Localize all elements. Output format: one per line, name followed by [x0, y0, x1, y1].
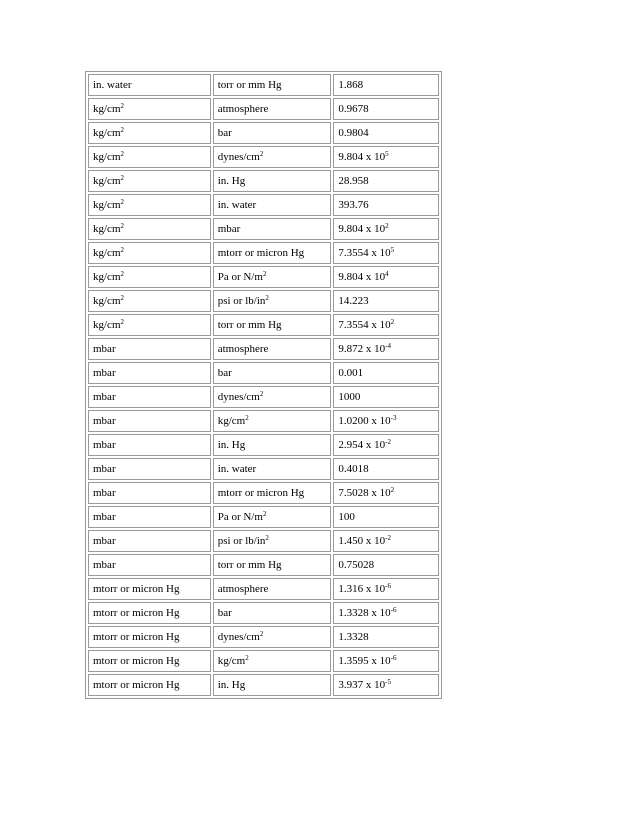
value-text: 1.3328 [338, 631, 369, 643]
from-text: mbar [93, 439, 116, 451]
value-text: 1.3328 x 10 [338, 607, 391, 619]
from-unit-cell [88, 218, 211, 240]
to-unit-cell [213, 434, 332, 456]
value-text: 0.001 [338, 367, 364, 379]
value-text: 1.868 [338, 79, 364, 91]
to-unit-cell [213, 674, 332, 696]
from-text: mbar [93, 463, 116, 475]
to-superscript: 2 [259, 630, 264, 638]
to-unit-cell [213, 98, 332, 120]
value-superscript: 2 [385, 222, 389, 230]
from-text: in. water [93, 79, 132, 91]
conversion-table-body [88, 74, 439, 696]
from-unit-cell [88, 362, 211, 384]
from-text: mbar [93, 511, 116, 523]
from-text: kg/cm [93, 271, 121, 283]
to-text: mbar [217, 223, 241, 235]
from-unit-cell [88, 602, 211, 624]
factor-cell [333, 626, 439, 648]
from-unit-cell [88, 98, 211, 120]
value-superscript: -6 [390, 606, 397, 614]
to-text: in. Hg [217, 439, 246, 451]
from-unit-cell [88, 122, 211, 144]
to-unit-cell [213, 338, 332, 360]
to-unit-cell [213, 290, 332, 312]
to-text: dynes/cm [217, 391, 260, 403]
value-text: 9.804 x 10 [338, 223, 386, 235]
factor-cell [333, 146, 439, 168]
factor-cell [333, 194, 439, 216]
from-text: kg/cm [93, 199, 121, 211]
from-text: mbar [93, 559, 116, 571]
from-text: mtorr or micron Hg [93, 655, 180, 667]
value-superscript: 2 [390, 486, 395, 494]
to-unit-cell [213, 146, 332, 168]
from-superscript: 2 [120, 198, 124, 206]
table-row [88, 602, 439, 624]
to-unit-cell [213, 242, 332, 264]
table-row [88, 194, 439, 216]
table-row [88, 98, 439, 120]
factor-cell [333, 266, 439, 288]
to-unit-cell [213, 530, 332, 552]
to-text: in. Hg [217, 679, 246, 691]
from-text: mbar [93, 391, 116, 403]
to-unit-cell [213, 170, 332, 192]
to-text: psi or lb/in [217, 535, 266, 547]
factor-cell [333, 122, 439, 144]
value-text: 1.316 x 10 [338, 583, 386, 595]
from-unit-cell [88, 482, 211, 504]
table-row [88, 650, 439, 672]
to-text: torr or mm Hg [217, 79, 282, 91]
from-text: mbar [93, 415, 116, 427]
value-text: 7.5028 x 10 [338, 487, 391, 499]
to-text: Pa or N/m [217, 511, 263, 523]
from-text: kg/cm [93, 103, 121, 115]
factor-cell [333, 314, 439, 336]
factor-cell [333, 458, 439, 480]
to-unit-cell [213, 602, 332, 624]
to-text: Pa or N/m [217, 271, 263, 283]
to-text: torr or mm Hg [217, 319, 282, 331]
table-row [88, 146, 439, 168]
to-unit-cell [213, 578, 332, 600]
value-text: 14.223 [338, 295, 369, 307]
to-superscript: 2 [265, 534, 269, 542]
from-unit-cell [88, 266, 211, 288]
from-superscript: 2 [120, 318, 124, 326]
table-row [88, 314, 439, 336]
from-unit-cell [88, 194, 211, 216]
table-row [88, 122, 439, 144]
from-text: kg/cm [93, 295, 121, 307]
value-text: 28.958 [338, 175, 369, 187]
from-superscript: 2 [120, 150, 124, 158]
to-unit-cell [213, 386, 332, 408]
factor-cell [333, 170, 439, 192]
value-text: 3.937 x 10 [338, 679, 386, 691]
value-text: 100 [338, 511, 355, 523]
to-unit-cell [213, 218, 332, 240]
value-superscript: -2 [385, 438, 391, 446]
value-text: 9.804 x 10 [338, 151, 386, 163]
table-row [88, 386, 439, 408]
from-text: mtorr or micron Hg [93, 631, 180, 643]
value-text: 1.3595 x 10 [338, 655, 391, 667]
to-text: bar [217, 607, 232, 619]
factor-cell [333, 482, 439, 504]
to-unit-cell [213, 626, 332, 648]
from-unit-cell [88, 674, 211, 696]
from-unit-cell [88, 530, 211, 552]
value-superscript: -2 [385, 534, 391, 542]
to-unit-cell [213, 314, 332, 336]
to-unit-cell [213, 482, 332, 504]
factor-cell [333, 506, 439, 528]
factor-cell [333, 338, 439, 360]
factor-cell [333, 578, 439, 600]
factor-cell [333, 434, 439, 456]
table-row [88, 530, 439, 552]
value-superscript: -3 [390, 414, 397, 422]
to-unit-cell [213, 266, 332, 288]
from-text: kg/cm [93, 319, 121, 331]
from-unit-cell [88, 242, 211, 264]
from-unit-cell [88, 290, 211, 312]
factor-cell [333, 602, 439, 624]
table-row [88, 74, 439, 96]
from-text: kg/cm [93, 151, 121, 163]
from-unit-cell [88, 506, 211, 528]
to-unit-cell [213, 410, 332, 432]
pressure-conversion-table [85, 71, 442, 699]
value-superscript: -5 [385, 678, 391, 686]
from-superscript: 2 [120, 246, 124, 254]
to-unit-cell [213, 122, 332, 144]
from-text: mbar [93, 343, 116, 355]
value-text: 1000 [338, 391, 361, 403]
from-superscript: 2 [120, 270, 124, 278]
from-unit-cell [88, 458, 211, 480]
from-text: mtorr or micron Hg [93, 607, 180, 619]
table-row [88, 242, 439, 264]
value-text: 7.3554 x 10 [338, 319, 391, 331]
from-text: mtorr or micron Hg [93, 679, 180, 691]
to-text: in. water [217, 199, 257, 211]
table-row [88, 434, 439, 456]
from-unit-cell [88, 410, 211, 432]
table-row [88, 506, 439, 528]
to-text: torr or mm Hg [217, 559, 282, 571]
from-unit-cell [88, 578, 211, 600]
factor-cell [333, 650, 439, 672]
to-superscript: 2 [259, 150, 264, 158]
table-row [88, 362, 439, 384]
from-superscript: 2 [120, 174, 124, 182]
factor-cell [333, 410, 439, 432]
factor-cell [333, 554, 439, 576]
value-text: 1.450 x 10 [338, 535, 386, 547]
table-row [88, 218, 439, 240]
to-superscript: 2 [262, 270, 267, 278]
factor-cell [333, 530, 439, 552]
factor-cell [333, 362, 439, 384]
value-superscript: 4 [385, 270, 389, 278]
table-row [88, 170, 439, 192]
value-superscript: -4 [385, 342, 391, 350]
value-superscript: 5 [390, 246, 395, 254]
factor-cell [333, 674, 439, 696]
from-unit-cell [88, 626, 211, 648]
to-superscript: 2 [262, 510, 267, 518]
value-text: 0.75028 [338, 559, 375, 571]
from-text: mtorr or micron Hg [93, 583, 180, 595]
value-text: 7.3554 x 10 [338, 247, 391, 259]
value-text: 9.804 x 10 [338, 271, 386, 283]
table-row [88, 554, 439, 576]
to-text: mtorr or micron Hg [217, 487, 305, 499]
factor-cell [333, 74, 439, 96]
factor-cell [333, 98, 439, 120]
from-unit-cell [88, 314, 211, 336]
from-text: kg/cm [93, 223, 121, 235]
value-text: 0.9804 [338, 127, 369, 139]
value-text: 0.9678 [338, 103, 369, 115]
value-text: 9.872 x 10 [338, 343, 386, 355]
to-text: bar [217, 367, 232, 379]
from-superscript: 2 [120, 102, 124, 110]
value-superscript: 2 [390, 318, 395, 326]
to-text: in. Hg [217, 175, 246, 187]
factor-cell [333, 218, 439, 240]
value-superscript: -6 [390, 654, 397, 662]
table-row [88, 482, 439, 504]
to-text: in. water [217, 463, 257, 475]
table-row [88, 578, 439, 600]
to-text: dynes/cm [217, 631, 260, 643]
value-text: 393.76 [338, 199, 369, 211]
from-unit-cell [88, 74, 211, 96]
to-text: dynes/cm [217, 151, 260, 163]
from-text: mbar [93, 367, 116, 379]
table-row [88, 674, 439, 696]
factor-cell [333, 386, 439, 408]
value-text: 2.954 x 10 [338, 439, 386, 451]
value-text: 1.0200 x 10 [338, 415, 391, 427]
to-unit-cell [213, 554, 332, 576]
to-text: mtorr or micron Hg [217, 247, 305, 259]
table-row [88, 290, 439, 312]
from-unit-cell [88, 146, 211, 168]
value-superscript: 5 [385, 150, 389, 158]
factor-cell [333, 242, 439, 264]
to-text: kg/cm [217, 655, 246, 667]
table-row [88, 626, 439, 648]
to-unit-cell [213, 506, 332, 528]
to-unit-cell [213, 650, 332, 672]
to-superscript: 2 [265, 294, 269, 302]
from-unit-cell [88, 338, 211, 360]
to-text: kg/cm [217, 415, 246, 427]
table-row [88, 458, 439, 480]
to-unit-cell [213, 362, 332, 384]
from-unit-cell [88, 554, 211, 576]
from-superscript: 2 [120, 126, 124, 134]
from-unit-cell [88, 650, 211, 672]
factor-cell [333, 290, 439, 312]
to-unit-cell [213, 458, 332, 480]
to-superscript: 2 [245, 414, 249, 422]
to-text: bar [217, 127, 232, 139]
to-text: atmosphere [217, 343, 269, 355]
from-text: mbar [93, 487, 116, 499]
from-superscript: 2 [120, 294, 124, 302]
from-text: mbar [93, 535, 116, 547]
table-row [88, 266, 439, 288]
to-text: atmosphere [217, 103, 269, 115]
to-unit-cell [213, 74, 332, 96]
to-superscript: 2 [259, 390, 264, 398]
to-text: psi or lb/in [217, 295, 266, 307]
from-superscript: 2 [120, 222, 124, 230]
to-unit-cell [213, 194, 332, 216]
from-text: kg/cm [93, 247, 121, 259]
from-unit-cell [88, 170, 211, 192]
to-superscript: 2 [245, 654, 249, 662]
to-text: atmosphere [217, 583, 269, 595]
from-text: kg/cm [93, 175, 121, 187]
value-superscript: -6 [385, 582, 391, 590]
from-text: kg/cm [93, 127, 121, 139]
value-text: 0.4018 [338, 463, 369, 475]
table-row [88, 338, 439, 360]
from-unit-cell [88, 386, 211, 408]
table-row [88, 410, 439, 432]
from-unit-cell [88, 434, 211, 456]
